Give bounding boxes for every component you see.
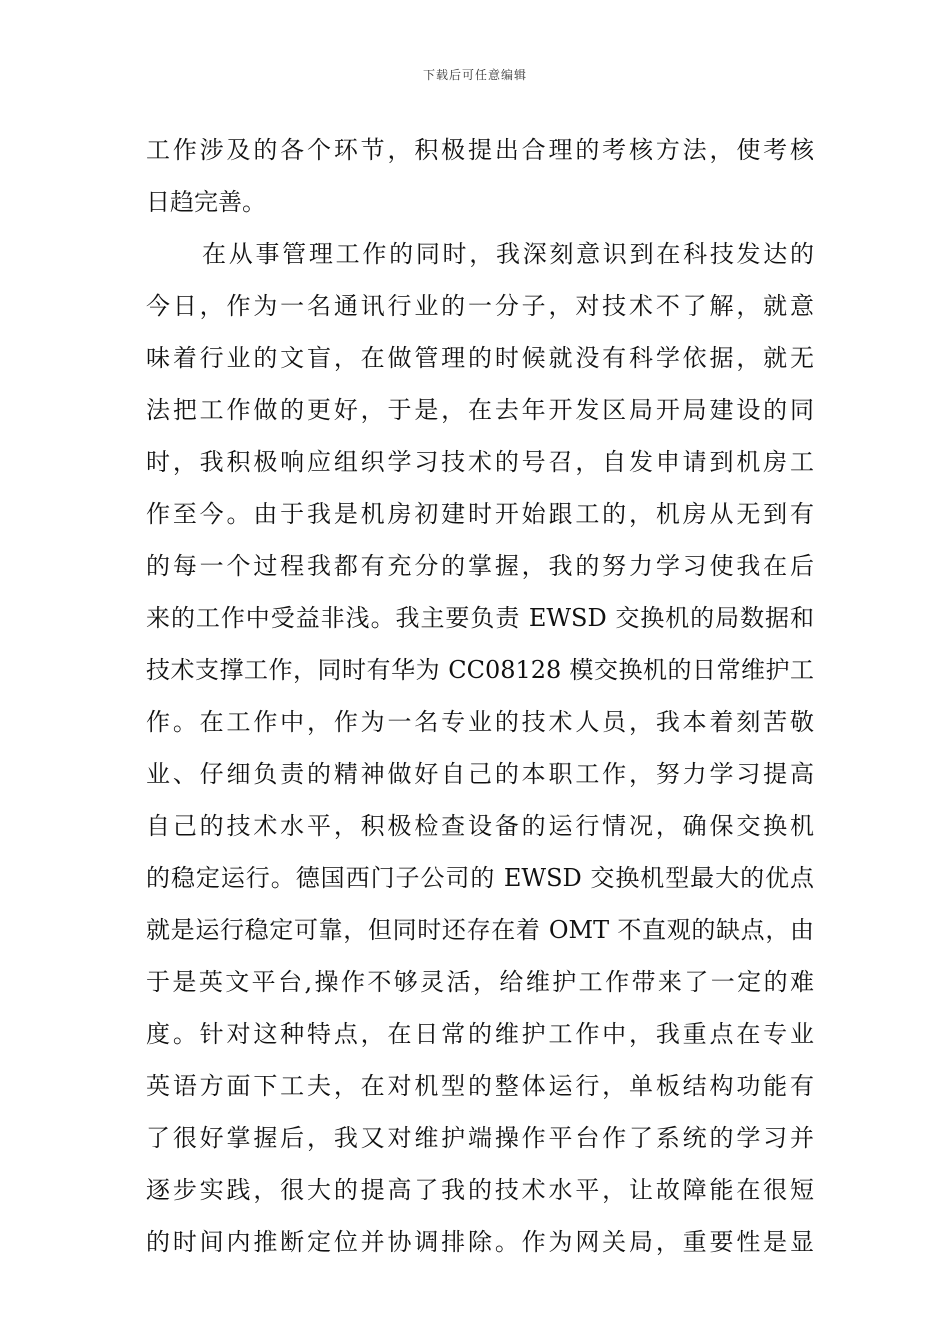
text-line: 在从事管理工作的同时，我深刻意识到在科技发达的 (202, 240, 814, 268)
text-line: 就是运行稳定可靠，但同时还存在着 OMT 不直观的缺点，由 (146, 916, 814, 944)
text-line: 法把工作做的更好，于是，在去年开发区局开局建设的同 (146, 396, 814, 424)
text-line: 的时间内推断定位并协调排除。作为网关局，重要性是显 (146, 1228, 814, 1256)
body-text (146, 124, 814, 1268)
text-line: 的每一个过程我都有充分的掌握，我的努力学习使我在后 (146, 552, 814, 580)
text-line: 业、仔细负责的精神做好自己的本职工作，努力学习提高 (146, 760, 814, 788)
text-line: 工作涉及的各个环节，积极提出合理的考核方法，使考核 (146, 136, 814, 164)
text-line: 味着行业的文盲，在做管理的时候就没有科学依据，就无 (146, 344, 814, 372)
text-line: 日趋完善。 (146, 188, 266, 216)
text-line: 今日，作为一名通讯行业的一分子，对技术不了解，就意 (146, 292, 814, 320)
text-line: 作。在工作中，作为一名专业的技术人员，我本着刻苦敬 (146, 708, 814, 736)
text-line: 作至今。由于我是机房初建时开始跟工的，机房从无到有 (146, 500, 814, 528)
text-line: 于是英文平台,操作不够灵活，给维护工作带来了一定的难 (146, 968, 814, 996)
text-line: 的稳定运行。德国西门子公司的 EWSD 交换机型最大的优点 (146, 864, 814, 892)
text-line: 英语方面下工夫，在对机型的整体运行，单板结构功能有 (146, 1072, 814, 1100)
text-line: 度。针对这种特点，在日常的维护工作中，我重点在专业 (146, 1020, 814, 1048)
text-line: 逐步实践，很大的提高了我的技术水平，让故障能在很短 (146, 1176, 814, 1204)
text-line: 了很好掌握后，我又对维护端操作平台作了系统的学习并 (146, 1124, 814, 1152)
text-line: 来的工作中受益非浅。我主要负责 EWSD 交换机的局数据和 (146, 604, 814, 632)
text-line: 自己的技术水平，积极检查设备的运行情况，确保交换机 (146, 812, 814, 840)
page-header: 下载后可任意编辑 (422, 68, 527, 82)
text-line: 时，我积极响应组织学习技术的号召，自发申请到机房工 (146, 448, 814, 476)
text-line: 技术支撑工作，同时有华为 CC08128 模交换机的日常维护工 (146, 656, 814, 684)
